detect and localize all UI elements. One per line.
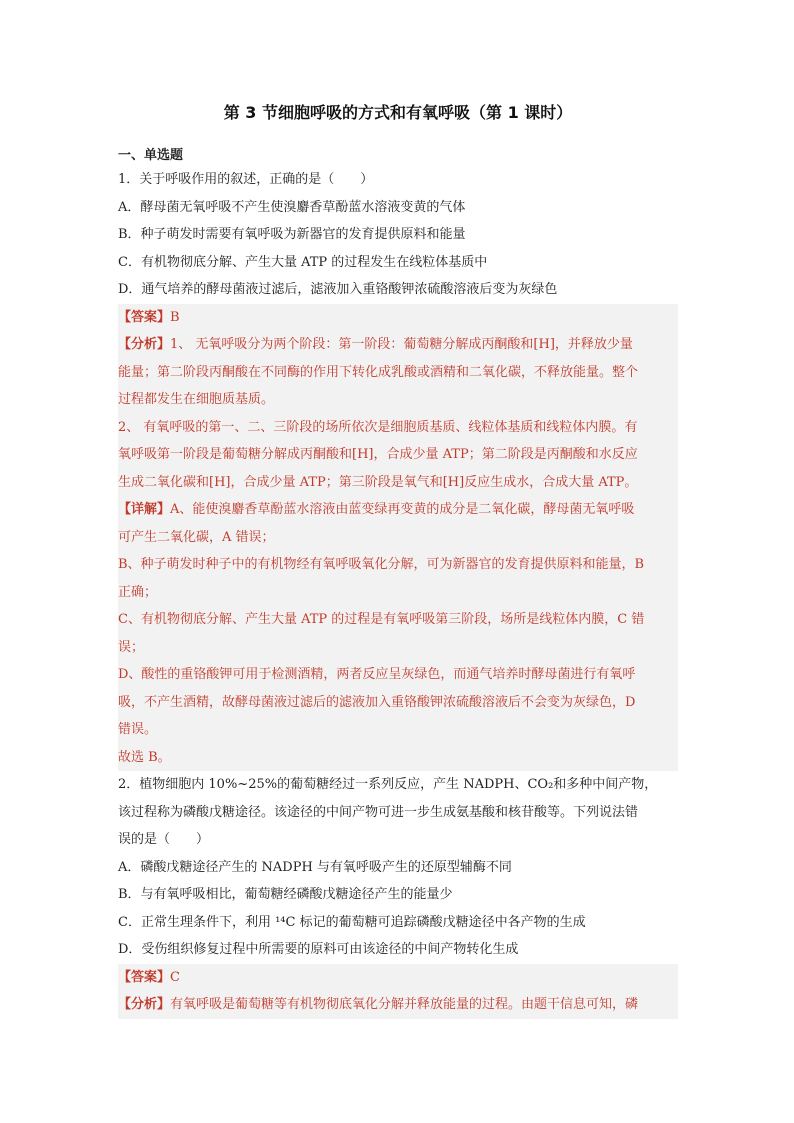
answer-value: B [170,309,180,325]
q1-option-b: B．种子萌发时需要有氧呼吸为新器官的发育提供原料和能量 [118,227,466,242]
q1-analysis-line: 【分析】1、 无氧呼吸分为两个阶段：第一阶段：葡萄糖分解成丙酮酸和[H]，并释放少量 [118,337,633,352]
q1-detail-line: 误； [118,639,145,655]
q2-option-b: B．与有氧呼吸相比，葡萄糖经磷酸戊糖途径产生的能量少 [118,887,453,902]
q1-detail-line: 错误。 [118,722,158,737]
answer-tag: 【答案】 [118,309,171,325]
q1-detail-line: 正确； [118,584,158,600]
detail-tag: 【详解】 [118,502,171,517]
q2-answer [118,964,678,992]
q1-detail-line: D、酸性的重铬酸钾可用于检测酒精，两者反应呈灰绿色，而通气培养时酵母菌进行有氧呼 [118,667,636,682]
q1-detail-line: B、种子萌发时种子中的有机物经有氧呼吸氧化分解，可为新器官的发育提供原料和能量，B [118,557,645,572]
q1-detail-line: 吸，不产生酒精，故酵母菌液过滤后的滤液加入重铬酸钾浓硫酸溶液后不会变为灰绿色，D [118,694,636,710]
q1-answer [118,304,678,332]
q1-analysis-line: 2、 有氧呼吸的第一、二、三阶段的场所依次是细胞质基质、线粒体基质和线粒体内膜。有 [118,419,638,435]
q2-option-d: D．受伤组织修复过程中所需要的原料可由该途径的中间产物转化生成 [118,942,519,957]
q1-analysis-line: 过程都发生在细胞质基质。 [118,392,275,407]
q1-analysis-line: 能量；第二阶段丙酮酸在不同酶的作用下转化成乳酸或酒精和二氧化碳，不释放能量。整个 [118,364,639,380]
q1-analysis-line: 氧呼吸第一阶段是葡萄糖分解成丙酮酸和[H]，合成少量 ATP；第二阶段是丙酮酸和水反应 [118,447,638,462]
q2-solution-block [118,964,678,1019]
q1-detail-line: 可产生二氧化碳，A 错误； [118,529,275,545]
q2-analysis-line: 【分析】有氧呼吸是葡萄糖等有机物彻底氧化分解并释放能量的过程。由题干信息可知，磷 [118,997,639,1012]
q2-option-c: C．正常生理条件下，利用 ¹⁴C 标记的葡萄糖可追踪磷酸戊糖途径中各产物的生成 [118,914,586,930]
content [118,148,678,1019]
q2-option-a: A．磷酸戊糖途径产生的 NADPH 与有氧呼吸产生的还原型辅酶不同 [118,859,512,875]
q2-stem-line: 该过程称为磷酸戊糖途径。该途径的中间产物可进一步生成氨基酸和核苷酸等。下列说法错 [118,804,639,820]
q2-stem-line: 2．植物细胞内 10%~25%的葡萄糖经过一系列反应，产生 NADPH、CO₂和多种中间产物， [118,777,658,792]
analysis-tag: 【分析】 [118,997,171,1012]
q1-stem: 1．关于呼吸作用的叙述，正确的是（ ） [118,172,374,187]
page-title: 第 3 节细胞呼吸的方式和有氧呼吸（第 1 课时） [223,103,573,122]
q1-option-a: A．酵母菌无氧呼吸不产生使溴麝香草酚蓝水溶液变黄的气体 [118,199,466,215]
q1-option-d: D．通气培养的酵母菌液过滤后，滤液加入重铬酸钾浓硫酸溶液后变为灰绿色 [118,282,558,297]
q1-analysis-line: 生成二氧化碳和[H]，合成少量 ATP；第三阶段是氧气和[H]反应生成水，合成大量 ATP。 [118,474,638,490]
q1-detail-line: 故选 B。 [118,749,171,765]
section-heading: 一、单选题 [118,148,184,163]
analysis-tag: 【分析】 [118,337,171,352]
q1-detail-line: 【详解】A、能使溴麝香草酚蓝水溶液由蓝变绿再变黄的成分是二氧化碳，酵母菌无氧呼吸 [118,502,635,517]
answer-tag: 【答案】 [118,969,171,985]
q2-stem-line: 误的是（ ） [118,832,210,847]
q1-solution-block [118,304,678,772]
q1-detail-line: C、有机物彻底分解、产生大量 ATP 的过程是有氧呼吸第三阶段，场所是线粒体内膜，C 错 [118,612,645,627]
q1-option-c: C．有机物彻底分解、产生大量 ATP 的过程发生在线粒体基质中 [118,254,488,270]
answer-value: C [170,969,180,985]
